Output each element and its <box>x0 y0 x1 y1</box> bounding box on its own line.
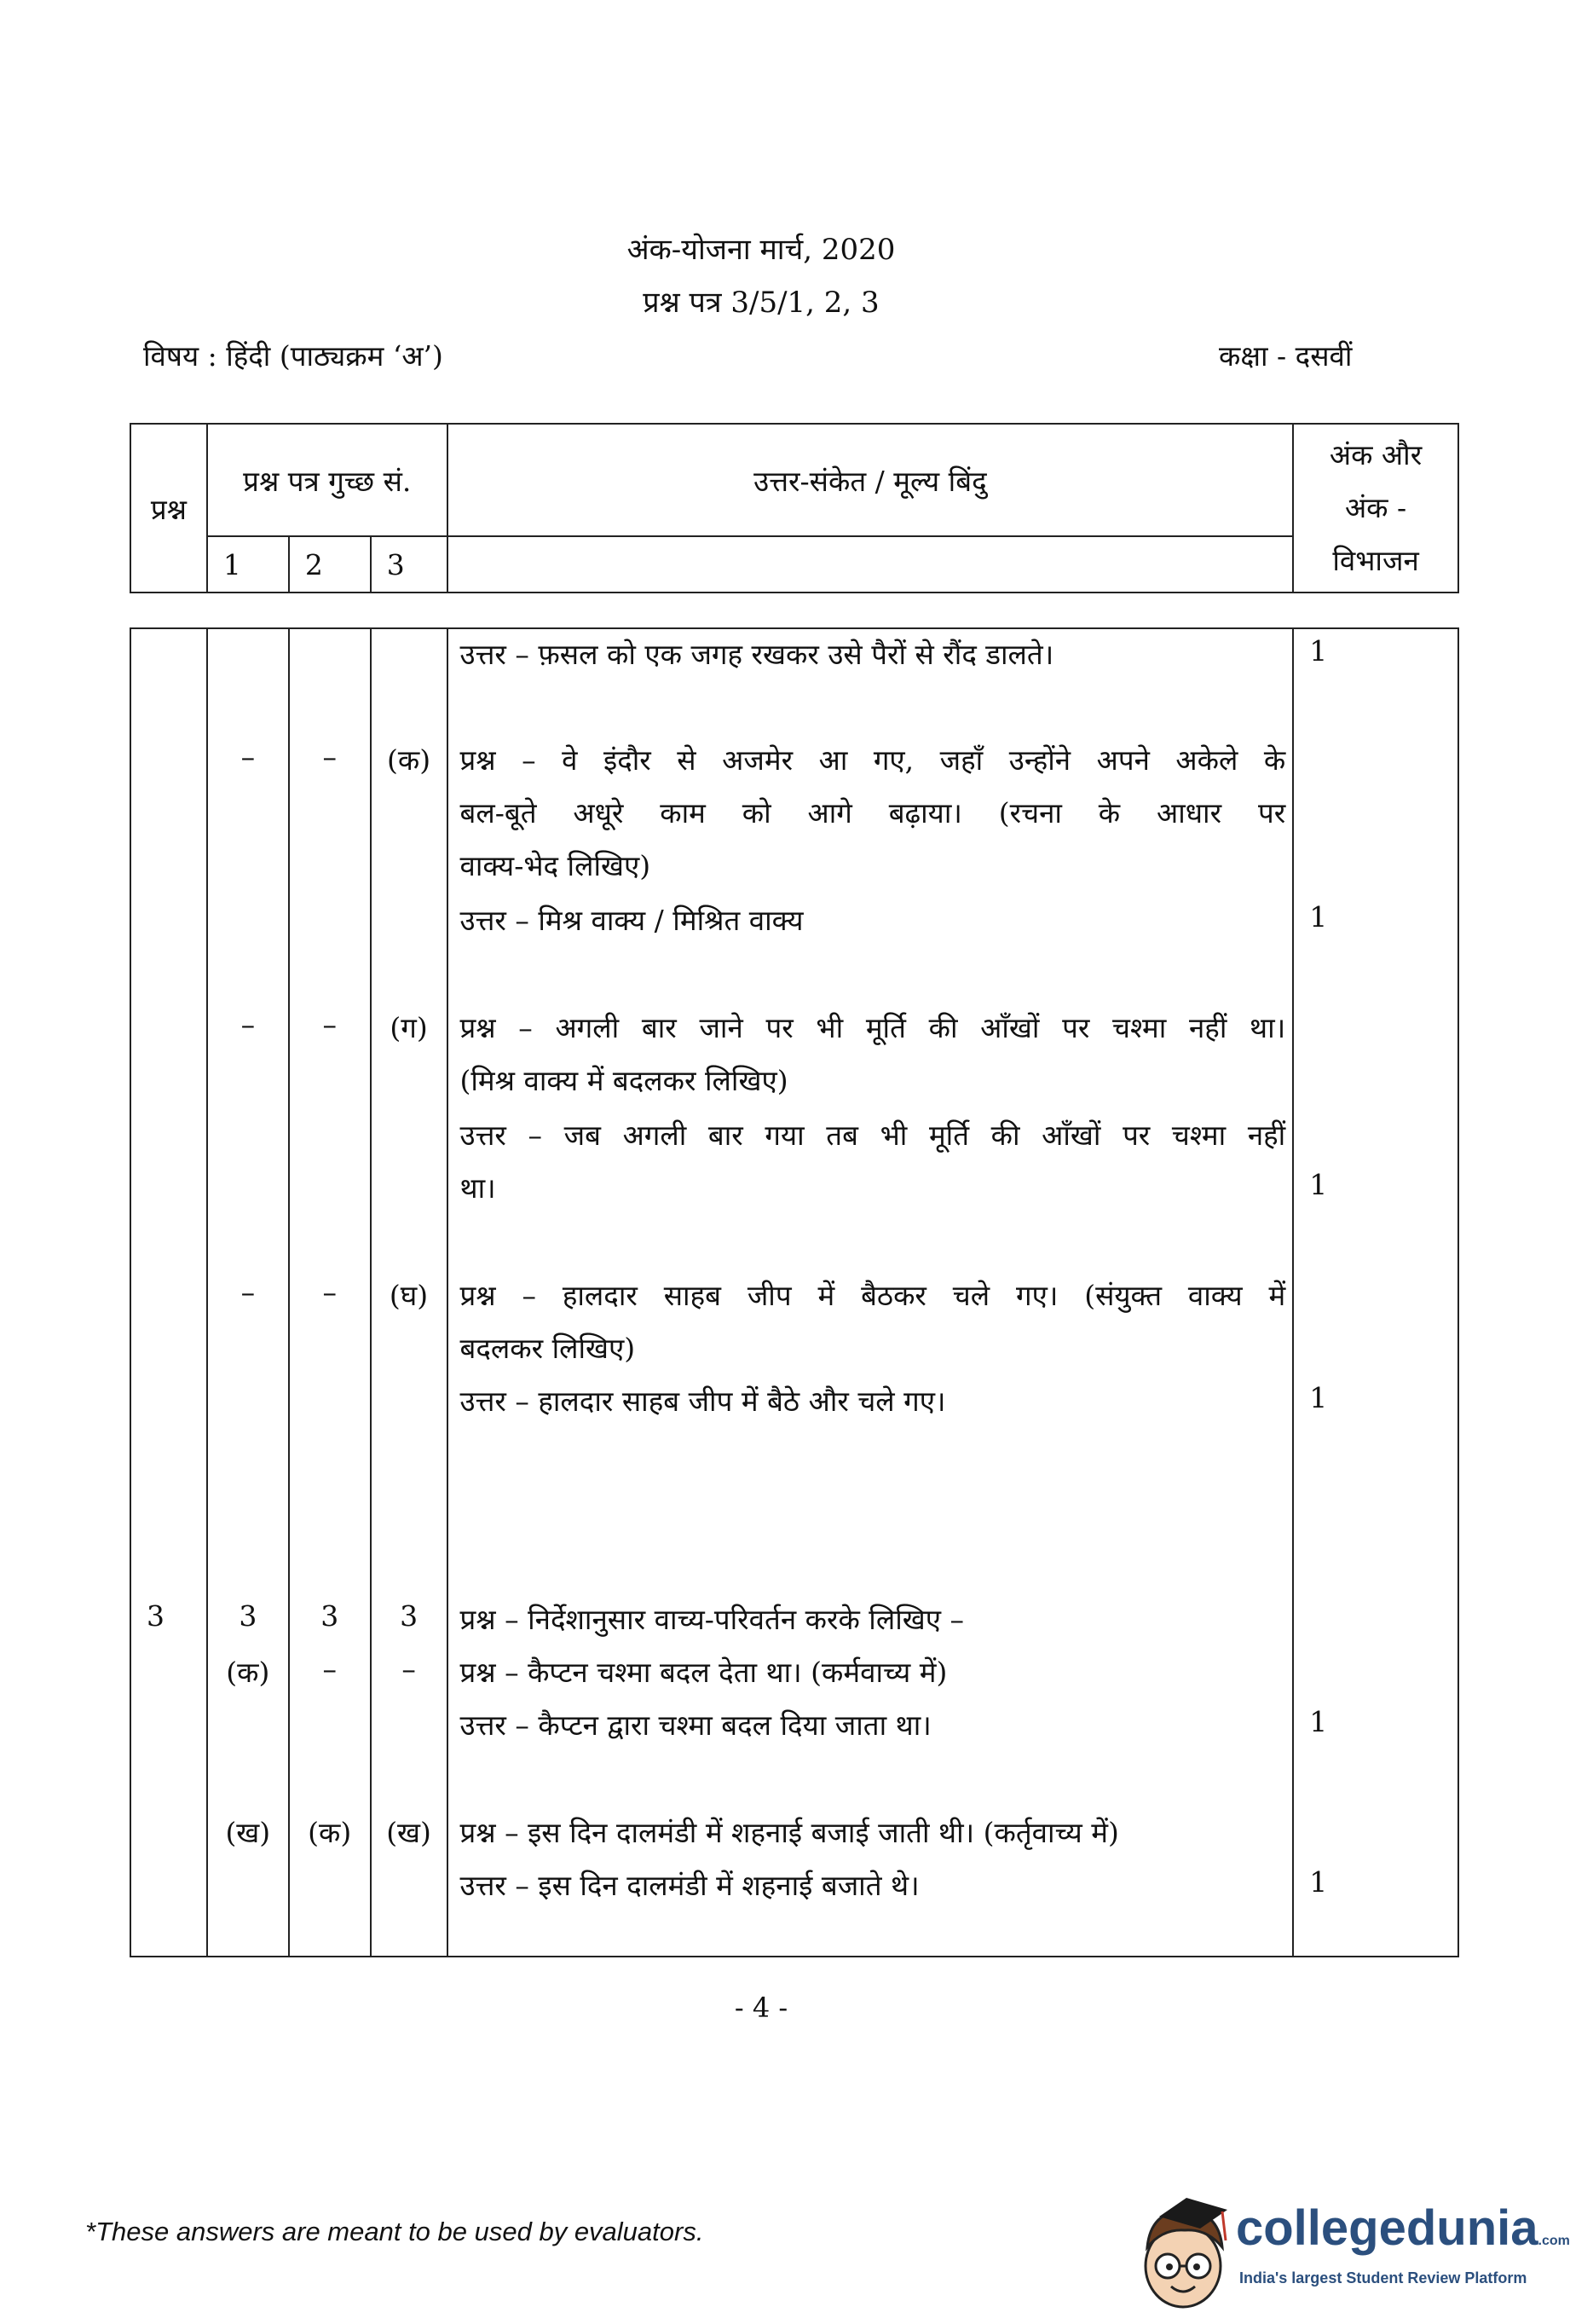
set-num-1: 1 <box>207 536 289 593</box>
marks-header-line-2: अंक - <box>1344 491 1407 524</box>
r4-set2: 3 <box>320 1599 339 1633</box>
answer-line: उत्तर – फ़सल को एक जगह रखकर उसे पैरों से रौंद डालते। <box>459 638 1054 671</box>
answer-table <box>130 627 1459 1957</box>
r5-set1: (ख) <box>225 1816 271 1849</box>
subject-label: विषय : हिंदी (पाठ्यक्रम ‘अ’) <box>143 339 443 373</box>
col-question-header: प्रश्न <box>130 424 207 593</box>
scheme-title: अंक-योजना मार्च, 2020 <box>626 233 896 267</box>
mascot-icon <box>1134 2191 1236 2319</box>
answer-line: प्रश्न – कैप्टन चश्मा बदल देता था। (कर्मवाच्य में) <box>459 1656 948 1689</box>
r3-set1: – <box>240 1275 256 1309</box>
answer-line: प्रश्न – इस दिन दालमंडी में शहनाई बजाई जाती थी। (कर्तृवाच्य में) <box>459 1816 1119 1849</box>
r3-set3: (घ) <box>389 1279 429 1312</box>
answer-subheader-blank <box>447 536 1293 593</box>
answer-line: उत्तर – मिश्र वाक्य / मिश्रित वाक्य <box>459 904 804 937</box>
mark-value: 1 <box>1309 1865 1328 1899</box>
set3-col <box>371 628 447 1957</box>
r2-set1: – <box>240 1008 256 1041</box>
paper-code: प्रश्न पत्र 3/5/1, 2, 3 <box>643 286 880 320</box>
answer-line: वाक्य-भेद लिखिए) <box>459 849 651 882</box>
collegedunia-logo <box>1134 2191 1570 2319</box>
r2-set3: (ग) <box>390 1011 428 1044</box>
answer-line: (मिश्र वाक्य में बदलकर लिखिए) <box>459 1064 788 1097</box>
r4-set3-sub: – <box>401 1652 416 1685</box>
answer-line: प्रश्न – वे इंदौर से अजमेर आ गए, जहाँ उन्होंने अपने अकेले के <box>459 743 1286 777</box>
set1-col <box>207 628 289 1957</box>
r1-set3: (क) <box>387 743 431 777</box>
class-label: कक्षा - दसवीं <box>1219 339 1353 373</box>
col-set-header: प्रश्न पत्र गुच्छ सं. <box>207 424 447 536</box>
mark-value: 1 <box>1309 900 1328 934</box>
r5-set3: (ख) <box>386 1816 431 1849</box>
marks-header-line-1: अंक और <box>1329 438 1423 471</box>
r4-set2-sub: – <box>322 1652 337 1685</box>
answer-line: उत्तर – कैप्टन द्वारा चश्मा बदल दिया जाता था। <box>459 1708 932 1742</box>
mark-value: 1 <box>1309 1168 1328 1201</box>
answer-line: उत्तर – जब अगली बार गया तब भी मूर्ति की आँखों पर चश्मा नहीं <box>459 1119 1286 1152</box>
answer-line: उत्तर – इस दिन दालमंडी में शहनाई बजाते थे। <box>459 1869 920 1902</box>
r4-set1: 3 <box>239 1599 257 1633</box>
marks-header-line-3: विभाजन <box>1332 544 1419 577</box>
question-number: 3 <box>147 1599 165 1633</box>
set-num-2: 2 <box>289 536 371 593</box>
page-number: - 4 - <box>734 1992 788 2024</box>
brand-suffix: .com <box>1538 2234 1570 2248</box>
mark-value: 1 <box>1309 1381 1328 1414</box>
col-answer-header: उत्तर-संकेत / मूल्य बिंदु <box>447 424 1293 536</box>
r3-set2: – <box>322 1275 337 1309</box>
brand-tagline: India's largest Student Review Platform <box>1239 2269 1527 2286</box>
answer-line: उत्तर – हालदार साहब जीप में बैठे और चले गए। <box>459 1385 946 1418</box>
r2-set2: – <box>322 1008 337 1041</box>
mark-value: 1 <box>1309 1705 1328 1738</box>
header-table <box>130 423 1459 593</box>
answer-line: प्रश्न – हालदार साहब जीप में बैठकर चले गए। (संयुक्त वाक्य में <box>459 1279 1286 1312</box>
set2-col <box>289 628 371 1957</box>
set-num-3: 3 <box>371 536 447 593</box>
r1-set2: – <box>322 740 337 773</box>
answer-line: था। <box>459 1171 496 1205</box>
evaluator-note: *These answers are meant to be used by evaluators. <box>85 2217 704 2246</box>
brand-name: collegedunia.com <box>1236 2200 1570 2256</box>
answer-line: प्रश्न – निर्देशानुसार वाच्य-परिवर्तन करके लिखिए – <box>459 1603 964 1636</box>
answer-col <box>447 628 1294 1957</box>
answer-line: प्रश्न – अगली बार जाने पर भी मूर्ति की आँखों पर चश्मा नहीं था। <box>459 1011 1286 1044</box>
r5-set2: (क) <box>308 1816 352 1849</box>
mark-value: 1 <box>1309 634 1328 668</box>
r4-set3: 3 <box>400 1599 418 1633</box>
answer-line: बदलकर लिखिए) <box>459 1332 636 1365</box>
r4-set1-sub: (क) <box>226 1656 270 1689</box>
col-marks-header <box>1293 424 1458 593</box>
answer-line: बल-बूते अधूरे काम को आगे बढ़ाया। (रचना के आधार पर <box>459 796 1286 830</box>
question-col <box>130 628 207 1957</box>
marks-col <box>1293 628 1458 1957</box>
r1-set1: – <box>240 740 256 773</box>
